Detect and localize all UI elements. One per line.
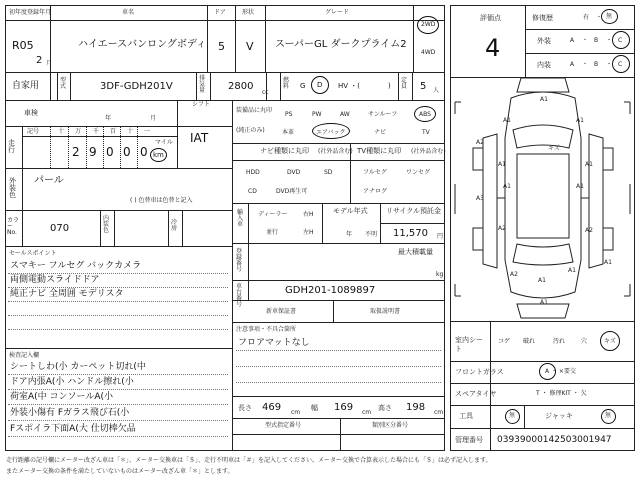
grade-opt: C — [618, 61, 623, 68]
score-label: 評価点 — [480, 14, 501, 22]
damage-mark: A1 — [604, 259, 612, 266]
navi-item: SD — [324, 169, 333, 176]
navi-item: HDD — [246, 169, 260, 176]
tv-label: TV種類に丸印 — [357, 147, 402, 155]
drive-4wd: 4WD — [421, 49, 436, 56]
right-side — [589, 134, 603, 268]
damage-mark: A1 — [540, 299, 548, 306]
capacity: 5 — [420, 81, 427, 92]
seat-item: 穴 — [581, 338, 588, 345]
equipment-item: TV — [422, 129, 430, 136]
import-dealer: ディーラー — [258, 211, 288, 218]
sales-point-line: スマキー フルセグ バックカメラ — [10, 261, 142, 271]
notes: フロアマットなし — [238, 338, 310, 348]
exterior-color-label: 外装色 — [9, 177, 16, 199]
color-no-label: カラーNo. — [7, 217, 20, 236]
import-left: 左H — [303, 229, 314, 236]
recycle-yen: 円 — [437, 233, 444, 240]
km-label: km — [153, 151, 164, 159]
damage-mark: A1 — [576, 183, 584, 190]
digit-label: 十 — [127, 128, 134, 135]
model-year-label: モデル年式 — [333, 207, 368, 215]
width-cm: cm — [362, 409, 372, 416]
spare-label: スペアタイヤ — [455, 390, 497, 398]
fuel-close: ) — [388, 82, 391, 90]
seat-item: キズ — [604, 338, 616, 345]
exterior-color: パール — [34, 175, 64, 186]
import-parallel: 並行 — [266, 229, 279, 236]
interior-grade-label: 内装 — [537, 61, 551, 69]
grade-opt: ・ — [606, 61, 613, 68]
grade-opt: ・ — [582, 61, 589, 68]
inspector-line: 荷室A(中 コンソールA(小 — [10, 392, 114, 402]
digit-label: 万 — [75, 128, 82, 135]
seat-item: 汚れ — [553, 338, 566, 345]
drive-2wd: 2WD — [421, 21, 436, 28]
inspection-month-label: 月 — [150, 115, 157, 122]
interior-c-circle — [612, 55, 630, 73]
color-no: 070 — [50, 223, 70, 234]
shape-label: 形状 — [242, 9, 255, 16]
shift: IAT — [190, 131, 209, 145]
recycle-value: 11,570 — [393, 228, 428, 239]
mileage-digit: 0 — [140, 145, 148, 159]
repair-label: 修復歴 — [532, 14, 553, 22]
first-reg-month: 2 — [36, 55, 43, 66]
model-type: 3DF-GDH201V — [100, 81, 173, 92]
damage-mark: A3 — [476, 195, 484, 202]
type-no-label: 型式指定番号 — [265, 422, 302, 429]
grade-opt: ・ — [606, 37, 613, 44]
class-no-label: 類別区分番号 — [372, 422, 409, 429]
height: 198 — [406, 402, 426, 413]
height-cm: cm — [434, 409, 444, 416]
tv-item: ワンセグ — [406, 169, 431, 176]
spare: T ・ 修理KIT ・ 欠 — [536, 390, 587, 397]
mileage-digit: 9 — [89, 145, 97, 159]
mileage-digit: 0 — [123, 145, 131, 159]
recycle-label: リサイクル預託金 — [386, 207, 442, 215]
inspector-line: シートしわ(小 カーペット切れ(中 — [10, 362, 146, 372]
equipment-item: ナビ — [374, 129, 387, 136]
sales-point-line: 純正ナビ 全周囲 モデリスタ — [10, 289, 124, 299]
navi-label: ナビ種類に丸印 — [260, 147, 309, 155]
front-view — [517, 78, 569, 92]
interior-seat-label: 室内シート — [455, 336, 483, 354]
inspector-label: 検査記入欄 — [9, 352, 40, 359]
equipment-item: 本革 — [282, 129, 295, 136]
first-reg-year: R05 — [12, 39, 34, 52]
repair-opt: 有 — [583, 14, 590, 21]
mileage-digit: 0 — [106, 145, 114, 159]
seat-item: コゲ — [498, 338, 511, 345]
equipment-sub-label: (純正のみ) — [236, 127, 265, 134]
fuel-g: G — [300, 82, 306, 90]
equipment-item: PW — [312, 111, 322, 118]
mileage-digit: 2 — [72, 145, 80, 159]
grade-opt: ・ — [582, 37, 589, 44]
grade-opt: B — [594, 37, 599, 44]
damage-mark: A1 — [503, 183, 511, 190]
chassis-no: GDH201-1089897 — [285, 285, 376, 296]
digit-label: 一 — [144, 128, 151, 135]
length-cm: cm — [291, 409, 301, 416]
navi-item: DVD — [287, 169, 301, 176]
grade-opt: B — [594, 61, 599, 68]
front-glass: A ・ ×要交 — [545, 368, 576, 375]
month-unit: 月 — [46, 60, 53, 67]
tools-label: 工具 — [459, 412, 473, 420]
digit-label: 千 — [93, 128, 100, 135]
capacity-unit: 人 — [433, 87, 440, 94]
fuel-label: 燃料 — [283, 77, 290, 90]
shift-label: シフト — [192, 101, 211, 108]
navi-sub: (社外品含む) — [318, 148, 353, 155]
footer-line-2: またメーター交換の条件を満たしていないものはメーター改ざん車「＊」とします。 — [6, 468, 234, 475]
damage-mark: A1 — [585, 161, 593, 168]
fuel-hv: HV ・( — [338, 82, 361, 90]
doors: 5 — [218, 40, 225, 53]
interior-color-label: 内装色 — [103, 215, 110, 234]
grade-label: グレード — [325, 9, 350, 16]
tv-item: フルセグ — [363, 169, 387, 176]
inspection-year-label: 年 — [105, 115, 112, 122]
damage-mark: キズ — [548, 145, 560, 152]
front-glass-label: フロントガラス — [455, 368, 504, 376]
fuel-d: D — [317, 81, 323, 89]
model-name-label: 車名 — [122, 9, 135, 16]
damage-mark: A1 — [538, 277, 546, 284]
exterior-c-circle — [612, 31, 630, 49]
width-label: 幅 — [311, 404, 318, 412]
inspection-label: 車検 — [24, 109, 38, 117]
exterior-grade-label: 外装 — [537, 37, 551, 45]
damage-mark: A1 — [540, 96, 548, 103]
score: 4 — [485, 34, 501, 62]
height-label: 高さ — [378, 404, 392, 412]
first-reg-label: 初年度登録年月 — [9, 9, 52, 16]
color-change-note: ( ) 色替車は色替と記入 — [130, 197, 193, 204]
manual: 取扱説明書 — [370, 308, 401, 315]
wheel — [473, 148, 483, 170]
navi-item: CD — [248, 188, 257, 195]
grade-opt: A — [570, 37, 575, 44]
grade: スーパーGL ダークプライム2 — [275, 39, 407, 50]
usage: 自家用 — [12, 81, 40, 91]
aircon-label: 冷房 — [171, 219, 178, 232]
length-label: 長さ — [238, 404, 252, 412]
damage-mark: A1 — [498, 161, 506, 168]
import-label: 輸入車 — [237, 209, 244, 228]
max-load-kg: kg — [436, 271, 444, 278]
equipment-label: 装備品に丸印 — [236, 107, 273, 114]
footer-line-1: 走行距離の記号欄にメーター改ざん車は「＊」、メーター交換車は「＄」、走行不明車は「＃」を記入してください。メーター交換で合算表示した場合にも「＄」は必ず記入します。 — [6, 457, 492, 464]
sales-point-line: 両側電動スライドドア — [10, 275, 100, 285]
max-load-label: 最大積載量 — [398, 248, 433, 256]
equipment-item: エアバック — [316, 129, 346, 136]
digit-label-sym: 記号 — [27, 128, 40, 135]
width: 169 — [334, 402, 354, 413]
equipment-item: AW — [340, 111, 350, 118]
mile-label: マイル — [155, 139, 173, 146]
model-name: ハイエースバンロングボディ — [78, 39, 207, 50]
reg-no-label: 登録番号 — [236, 248, 243, 273]
model-year-unknown: 不明 — [365, 231, 378, 238]
new-warranty: 新車保証書 — [266, 308, 297, 315]
damage-mark: A2 — [498, 225, 506, 232]
tv-sub: (社外品含む) — [411, 148, 446, 155]
tv-item: アナログ — [363, 188, 388, 195]
navi-item: DVD再生可 — [276, 188, 308, 195]
inspector-line: Fスポイラ下面A(大 仕切棒欠品 — [10, 424, 136, 434]
jack-none: 無 — [605, 412, 612, 419]
grade-opt: A — [570, 61, 575, 68]
equipment-item: PS — [285, 111, 293, 118]
doors-label: ドア — [214, 9, 226, 16]
damage-mark: A2 — [476, 139, 484, 146]
sales-points-label: セールスポイント — [9, 250, 57, 257]
rear-window — [513, 244, 573, 265]
windshield — [513, 125, 573, 148]
rear-view — [517, 304, 569, 318]
wheel — [603, 228, 613, 250]
digit-label: 百 — [110, 128, 117, 135]
jack-label: ジャッキ — [545, 412, 573, 420]
roof — [517, 154, 569, 238]
digit-label: 十 — [58, 128, 65, 135]
displacement: 2800 — [228, 81, 254, 92]
length: 469 — [262, 402, 282, 413]
notes-label: 注意事項・不具合箇所 — [236, 326, 297, 333]
repair-opt: ・ — [596, 14, 603, 21]
damage-mark: A2 — [510, 271, 518, 278]
displacement-label: 排気量 — [199, 75, 206, 94]
cc-unit: cc — [262, 89, 269, 96]
inspector-line: 外装小傷有 Fガラス飛び石(小 — [10, 408, 130, 418]
model-year-unit: 年 — [346, 231, 353, 238]
equipment-item: サンルーフ — [368, 111, 398, 118]
capacity-label: 定員 — [401, 77, 408, 90]
wheel — [473, 228, 483, 250]
chassis-label: 車台番号 — [236, 283, 243, 308]
repair-opt: 無 — [606, 13, 613, 20]
mileage-side-label: 走行 — [8, 139, 15, 154]
damage-mark: A1 — [576, 117, 584, 124]
tools-none: 無 — [509, 412, 516, 419]
import-right: 右H — [303, 211, 314, 218]
damage-mark: A2 — [585, 227, 593, 234]
equipment-item: ABS — [419, 111, 431, 118]
grade-opt: C — [618, 37, 623, 44]
model-type-label: 型式 — [60, 77, 67, 90]
left-side — [483, 134, 497, 268]
wheel — [603, 148, 613, 170]
shape: V — [246, 40, 254, 53]
damage-mark: A1 — [568, 267, 576, 274]
mgmt-no: 03939000142503001947 — [497, 435, 612, 445]
mgmt-label: 管理番号 — [455, 436, 483, 444]
damage-mark: A1 — [503, 117, 511, 124]
seat-item: 破れ — [523, 338, 536, 345]
inspector-line: ドア内張A(小 ハンドル擦れ(小 — [10, 377, 134, 387]
